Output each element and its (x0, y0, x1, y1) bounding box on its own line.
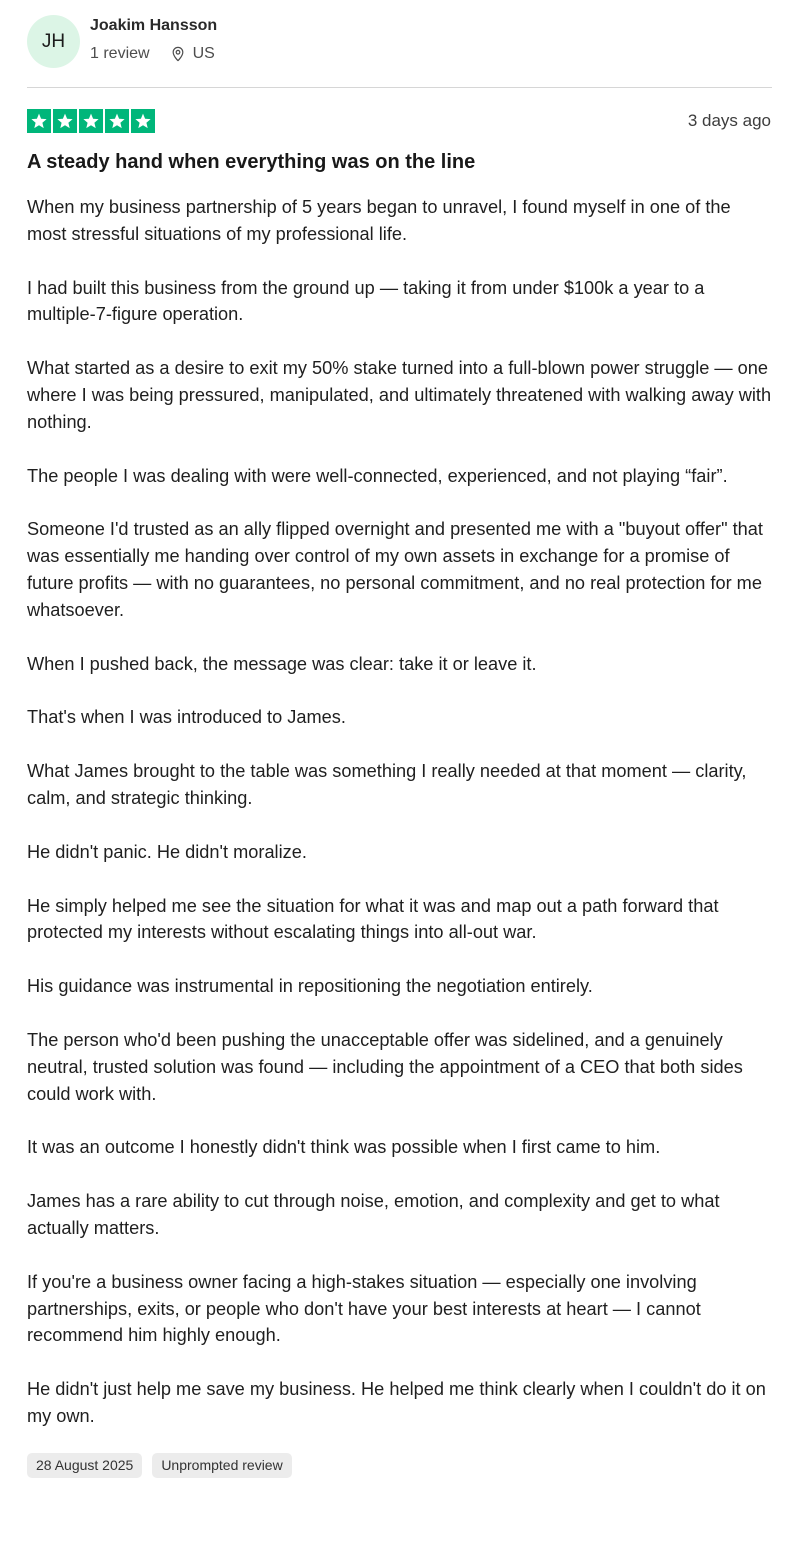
review-paragraph: What started as a desire to exit my 50% stake turned into a full-blown power struggle — one where I was being pressured, manipulated, and ultimately threatened with walking away with nothing. (27, 358, 772, 432)
unprompted-review-badge[interactable]: Unprompted review (152, 1453, 291, 1478)
review-paragraph: I had built this business from the ground up — taking it from under $100k a year to a multiple-7-figure operation. (27, 277, 705, 325)
review-paragraph: He didn't panic. He didn't moralize. (27, 841, 307, 862)
review-paragraph: The people I was dealing with were well-connected, experienced, and not playing “fair”. (27, 465, 728, 486)
experience-date-badge: 28 August 2025 (27, 1453, 142, 1478)
review-paragraph: James has a rare ability to cut through noise, emotion, and complexity and get to what actually matters. (27, 1191, 720, 1238)
review-count: 1 review (90, 45, 150, 62)
review-title[interactable]: A steady hand when everything was on the line (27, 151, 476, 173)
review-tags (27, 1453, 772, 1478)
review-paragraph: He simply helped me see the situation for what it was and map out a path forward that protected my interests without escalating things into all-out war. (27, 895, 719, 943)
avatar-initials: JH (41, 30, 66, 52)
star-icon (53, 109, 77, 133)
header-divider (27, 87, 772, 88)
review-paragraph: When I pushed back, the message was clear: take it or leave it. (27, 653, 537, 674)
review-paragraph: When my business partnership of 5 years began to unravel, I found myself in one of the most stressful situations of my professional life. (27, 197, 731, 244)
consumer-info (90, 16, 217, 64)
consumer-meta (90, 44, 217, 64)
star-icon (105, 109, 129, 133)
star-icon (79, 109, 103, 133)
review-paragraph: If you're a business owner facing a high-stakes situation — especially one involving partnerships, exits, or people who don't have your best interests at heart — I cannot recommend him highly enough. (27, 1271, 701, 1346)
consumer-country: US (192, 45, 215, 62)
star-icon (27, 109, 51, 133)
review-paragraph: It was an outcome I honestly didn't think was possible when I first came to him. (27, 1137, 661, 1158)
review-paragraph: What James brought to the table was something I really needed at that moment — clarity, calm, and strategic thinking. (27, 761, 747, 808)
consumer-name[interactable]: Joakim Hansson (90, 17, 218, 34)
review-paragraph: That's when I was introduced to James. (27, 707, 346, 728)
review-paragraph: His guidance was instrumental in repositioning the negotiation entirely. (27, 976, 593, 997)
review-body (27, 194, 775, 1430)
review-paragraph: Someone I'd trusted as an ally flipped overnight and presented me with a "buyout offer" that was essentially me handing over control of my own assets in exchange for a promise of future profits — with no guarantees, no personal commitment, and no real protection for me whatsoever. (27, 519, 763, 620)
review-paragraph: The person who'd been pushing the unacceptable offer was sidelined, and a genuinely neutral, trusted solution was found — including the appointment of a CEO that both sides could work with. (27, 1029, 743, 1104)
rating-row (27, 108, 772, 134)
location-pin-icon (169, 45, 187, 63)
review-paragraph: He didn't just help me save my business. He helped me think clearly when I couldn't do it on my own. (27, 1379, 766, 1426)
star-icon (131, 109, 155, 133)
avatar[interactable] (27, 15, 80, 68)
star-rating (27, 109, 155, 133)
review-date: 3 days ago (687, 111, 771, 130)
consumer-header (27, 0, 772, 72)
